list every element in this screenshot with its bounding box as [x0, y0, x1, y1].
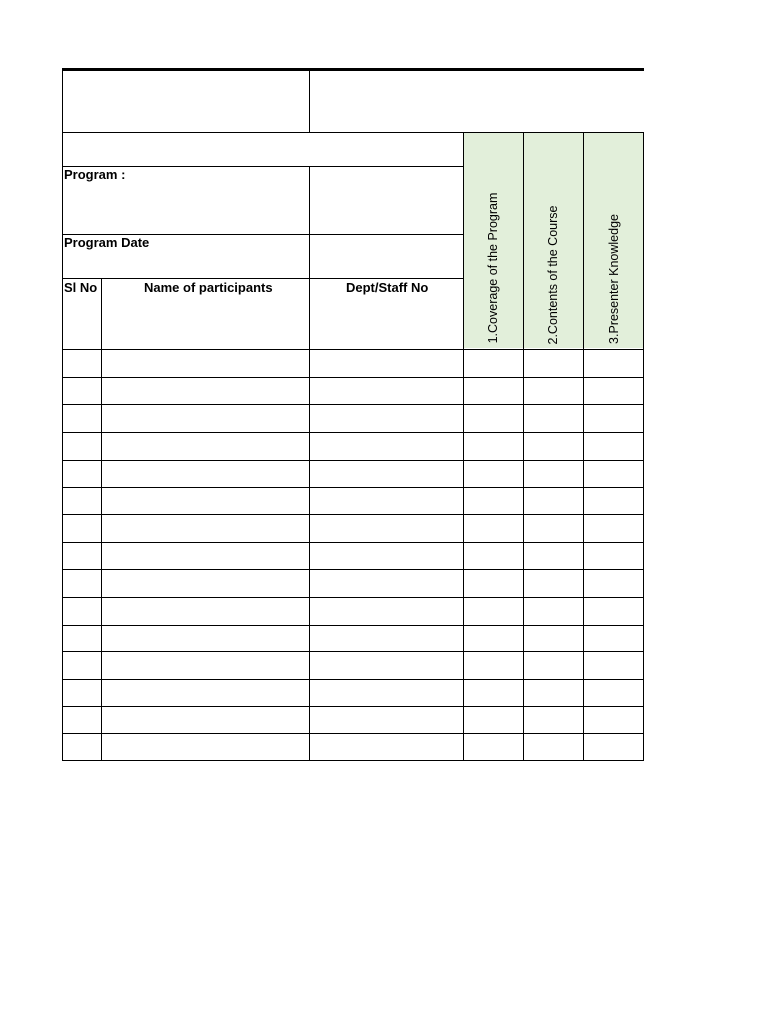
sl-no-header: Sl No — [64, 280, 98, 295]
title-left-border — [62, 69, 63, 133]
table-row — [62, 679, 643, 706]
rating-3-header: 3.Presenter Knowledge — [607, 214, 621, 344]
rating-2-header: 2.Contents of the Course — [546, 205, 560, 345]
table-row — [62, 625, 643, 651]
table-row — [62, 542, 643, 569]
column-line — [643, 349, 644, 761]
header-line-3 — [62, 278, 463, 279]
title-divider — [309, 69, 310, 133]
table-row — [62, 597, 643, 625]
rating-divider-2 — [523, 132, 524, 349]
row-line — [62, 760, 644, 761]
rating-1-header: 1.Coverage of the Program — [486, 192, 500, 344]
top-border — [62, 68, 644, 71]
table-row — [62, 706, 643, 733]
table-row — [62, 432, 643, 460]
table-row — [62, 487, 643, 514]
table-row — [62, 460, 643, 487]
right-border-header — [643, 132, 644, 349]
rating-divider-1 — [463, 132, 464, 349]
program-label: Program : — [64, 167, 126, 182]
header-value-divider — [309, 166, 310, 349]
table-row — [62, 651, 643, 679]
program-date-label: Program Date — [64, 235, 150, 250]
table-row — [62, 377, 643, 404]
table-row — [62, 404, 643, 432]
table-row — [62, 349, 643, 377]
slno-divider-header — [101, 278, 102, 349]
rating-divider-3 — [583, 132, 584, 349]
header-left-border — [62, 132, 63, 349]
table-row — [62, 569, 643, 597]
table-row — [62, 733, 643, 760]
dept-header: Dept/Staff No — [346, 280, 429, 295]
name-header: Name of participants — [144, 280, 273, 295]
table-row — [62, 514, 643, 542]
